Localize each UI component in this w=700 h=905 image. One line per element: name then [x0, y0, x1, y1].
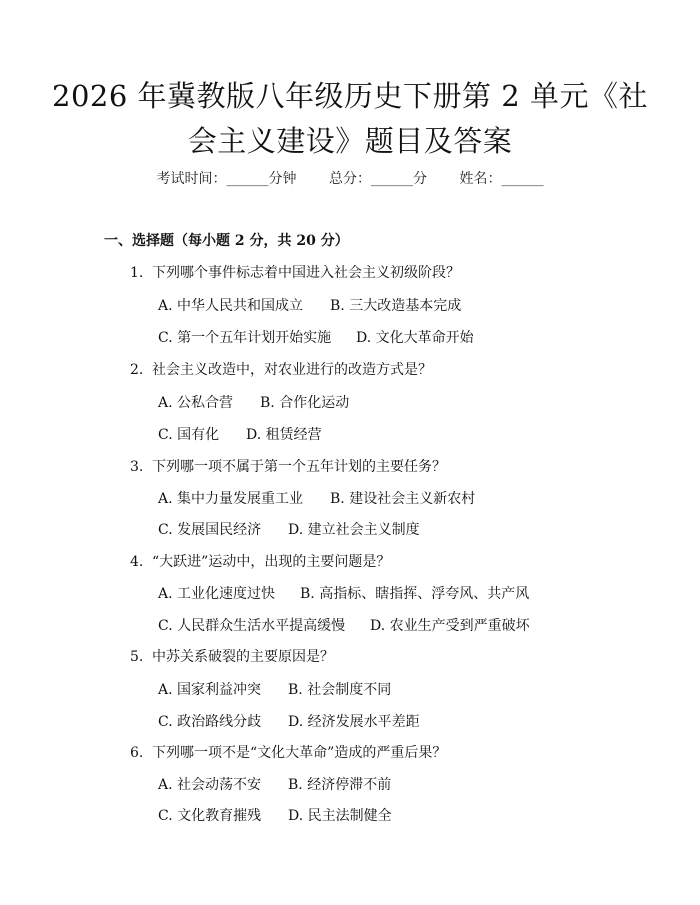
option-a: A. 集中力量发展重工业: [158, 491, 304, 507]
question-5: [130, 646, 334, 666]
option-a: A. 公私合营: [158, 395, 234, 411]
question-number: 6.: [130, 745, 144, 761]
option-b: B. 社会制度不同: [288, 682, 392, 698]
question-text: 社会主义改造中，对农业进行的改造方式是？: [152, 362, 432, 378]
option-c: C. 政治路线分歧: [158, 714, 262, 730]
question-number: 5.: [130, 649, 144, 665]
total-score-field: 总分：______分: [329, 171, 427, 187]
question-number: 3.: [130, 459, 144, 475]
question-6: [130, 742, 446, 762]
question-text: 中苏关系破裂的主要原因是？: [152, 649, 334, 665]
question-text: 下列哪个事件标志着中国进入社会主义初级阶段？: [152, 265, 460, 281]
option-c: C. 国有化: [158, 427, 220, 443]
question-3: [130, 456, 446, 476]
option-d: D. 民主法制健全: [288, 808, 392, 824]
question-1: [130, 262, 460, 282]
option-d: D. 租赁经营: [246, 427, 322, 443]
option-b: B. 合作化运动: [260, 395, 350, 411]
option-a: A. 社会动荡不安: [158, 777, 262, 793]
question-number: 4.: [130, 554, 144, 570]
exam-meta: [0, 168, 700, 188]
title-line-1: 2026 年冀教版八年级历史下册第 2 单元《社: [52, 79, 648, 113]
title-line-2: 会主义建设》题目及答案: [187, 124, 513, 158]
option-c: C. 人民群众生活水平提高缓慢: [158, 618, 346, 634]
question-number: 1.: [130, 265, 144, 281]
student-name-field: 姓名：______: [459, 171, 544, 187]
option-d: D. 文化大革命开始: [356, 330, 474, 346]
option-b: B. 三大改造基本完成: [330, 298, 462, 314]
option-a: A. 中华人民共和国成立: [158, 298, 304, 314]
option-c: C. 文化教育摧残: [158, 808, 262, 824]
question-2: [130, 359, 432, 379]
option-c: C. 第一个五年计划开始实施: [158, 330, 332, 346]
document-title: [40, 74, 660, 164]
exam-time-field: 考试时间：______分钟: [156, 171, 297, 187]
option-b: B. 高指标、瞎指挥、浮夸风、共产风: [300, 586, 530, 602]
option-d: D. 农业生产受到严重破坏: [370, 618, 530, 634]
option-d: D. 建立社会主义制度: [288, 522, 420, 538]
option-a: A. 国家利益冲突: [158, 682, 262, 698]
question-text: 下列哪一项不属于第一个五年计划的主要任务？: [152, 459, 446, 475]
option-b: B. 建设社会主义新农村: [330, 491, 476, 507]
question-number: 2.: [130, 362, 144, 378]
option-a: A. 工业化速度过快: [158, 586, 276, 602]
question-text: 下列哪一项不是“文化大革命”造成的严重后果？: [152, 745, 447, 761]
option-d: D. 经济发展水平差距: [288, 714, 420, 730]
option-b: B. 经济停滞不前: [288, 777, 392, 793]
section-heading: 一、选择题（每小题 2 分，共 20 分）: [104, 233, 349, 249]
question-text: “大跃进”运动中，出现的主要问题是？: [152, 554, 391, 570]
option-c: C. 发展国民经济: [158, 522, 262, 538]
question-4: [130, 551, 390, 571]
